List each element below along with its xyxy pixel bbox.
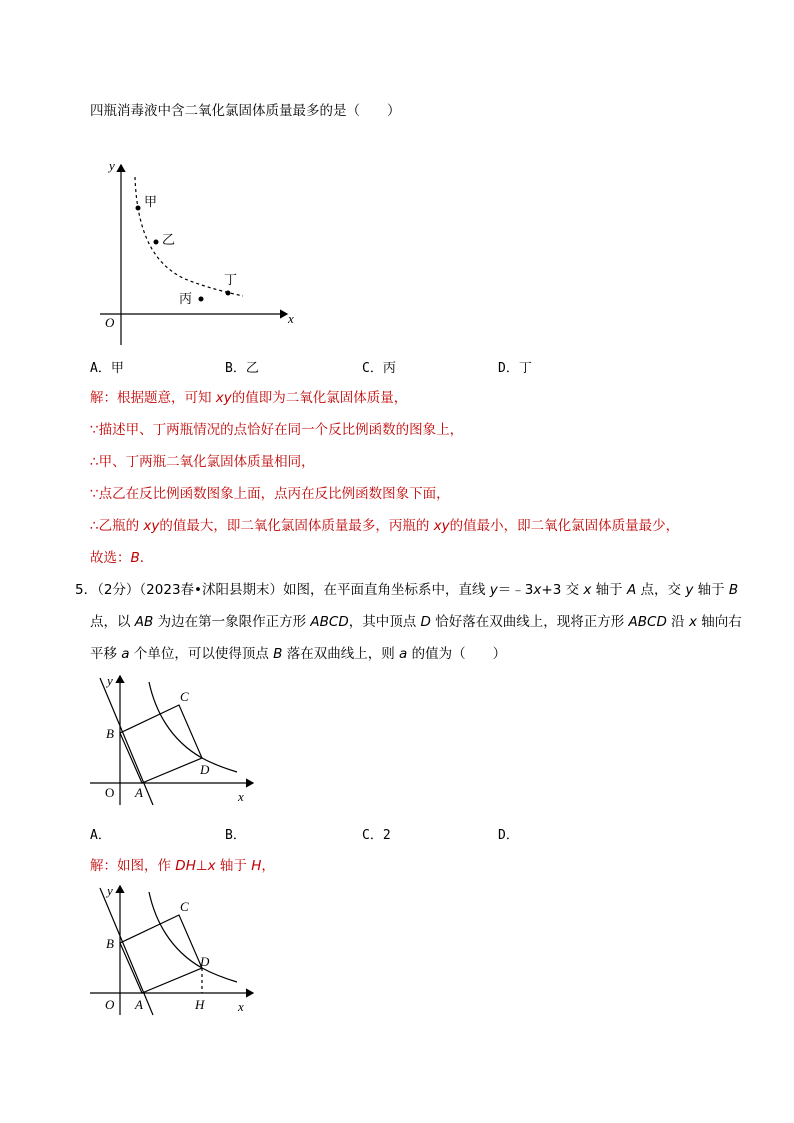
q5-option-d: D． bbox=[498, 828, 519, 843]
q5-option-a: A． bbox=[90, 828, 111, 843]
point-ding bbox=[226, 291, 231, 296]
y-axis-label: y bbox=[107, 673, 113, 688]
q5-solution-figure bbox=[85, 880, 260, 1020]
line-ab bbox=[100, 888, 153, 1015]
q4-solution-line3: ∴甲、丁两瓶二氧化氯固体质量相同， bbox=[90, 454, 315, 470]
vertex-d-label: D bbox=[200, 954, 210, 969]
x-axis-label: x bbox=[238, 999, 244, 1014]
q4-solution-line6: 故选：B． bbox=[90, 550, 154, 566]
vertex-c-label: C bbox=[180, 689, 189, 704]
origin-label: O bbox=[105, 997, 115, 1012]
q4-option-c: C．丙 bbox=[362, 361, 396, 376]
q4-stem: 四瓶消毒液中含二氧化氯固体质量最多的是（ ） bbox=[90, 103, 401, 119]
vertex-a-label: A bbox=[135, 785, 143, 800]
point-yi-label: 乙 bbox=[162, 232, 176, 247]
vertex-d-label: D bbox=[200, 762, 210, 777]
point-bing-label: 丙 bbox=[179, 291, 193, 306]
point-jia-label: 甲 bbox=[144, 194, 158, 209]
q4-option-a: A．甲 bbox=[90, 361, 124, 376]
q5-option-c: C．2 bbox=[362, 828, 391, 843]
point-h-label: H bbox=[195, 997, 205, 1012]
q4-solution-line5: ∴乙瓶的 xy的值最大，即二氧化氯固体质量最多，丙瓶的 xy的值最小，即二氧化氯固体质量最少， bbox=[90, 518, 680, 534]
hyperbola-curve bbox=[149, 892, 237, 982]
vertex-b-label: B bbox=[106, 936, 114, 951]
point-ding-label: 丁 bbox=[224, 272, 238, 287]
q5-stem-line1: 5．（2分）（2023春•沭阳县期末）如图，在平面直角坐标系中，直线 y＝﹣3x+3 交 x 轴于 A 点，交 y 轴于 B bbox=[75, 582, 739, 598]
point-jia bbox=[136, 206, 141, 211]
q4-solution-line2: ∵描述甲、丁两瓶情况的点恰好在同一个反比例函数的图象上， bbox=[90, 422, 464, 438]
x-axis-label: x bbox=[288, 311, 294, 326]
vertex-c-label: C bbox=[180, 899, 189, 914]
q4-solution-line1: 解：根据题意，可知 xy的值即为二氧化氯固体质量， bbox=[90, 390, 408, 406]
y-axis-label: y bbox=[109, 158, 115, 173]
point-yi bbox=[154, 240, 159, 245]
vertex-a-label: A bbox=[135, 997, 143, 1012]
origin-label: O bbox=[105, 785, 115, 800]
point-bing bbox=[199, 297, 204, 302]
q5-option-b: B． bbox=[225, 828, 246, 843]
origin-label: O bbox=[105, 315, 115, 330]
hyperbola-curve bbox=[149, 682, 237, 772]
vertex-b-label: B bbox=[106, 726, 114, 741]
q5-stem-line2: 点，以 AB 为边在第一象限作正方形 ABCD，其中顶点 D 恰好落在双曲线上，现将正方形 ABCD 沿 x 轴向右 bbox=[90, 614, 742, 630]
q5-stem-line3: 平移 a 个单位，可以使得顶点 B 落在双曲线上，则 a 的值为（ ） bbox=[90, 646, 507, 662]
q4-option-d: D．丁 bbox=[498, 361, 532, 376]
x-axis-label: x bbox=[238, 789, 244, 804]
q4-figure bbox=[95, 155, 305, 350]
q4-option-b: B．乙 bbox=[225, 361, 259, 376]
q5-solution-line1: 解：如图，作 DH⊥x 轴于 H， bbox=[90, 858, 275, 874]
y-axis-label: y bbox=[107, 883, 113, 898]
q5-figure bbox=[85, 670, 260, 810]
q4-solution-line4: ∵点乙在反比例函数图象上面，点丙在反比例函数图象下面， bbox=[90, 486, 450, 502]
